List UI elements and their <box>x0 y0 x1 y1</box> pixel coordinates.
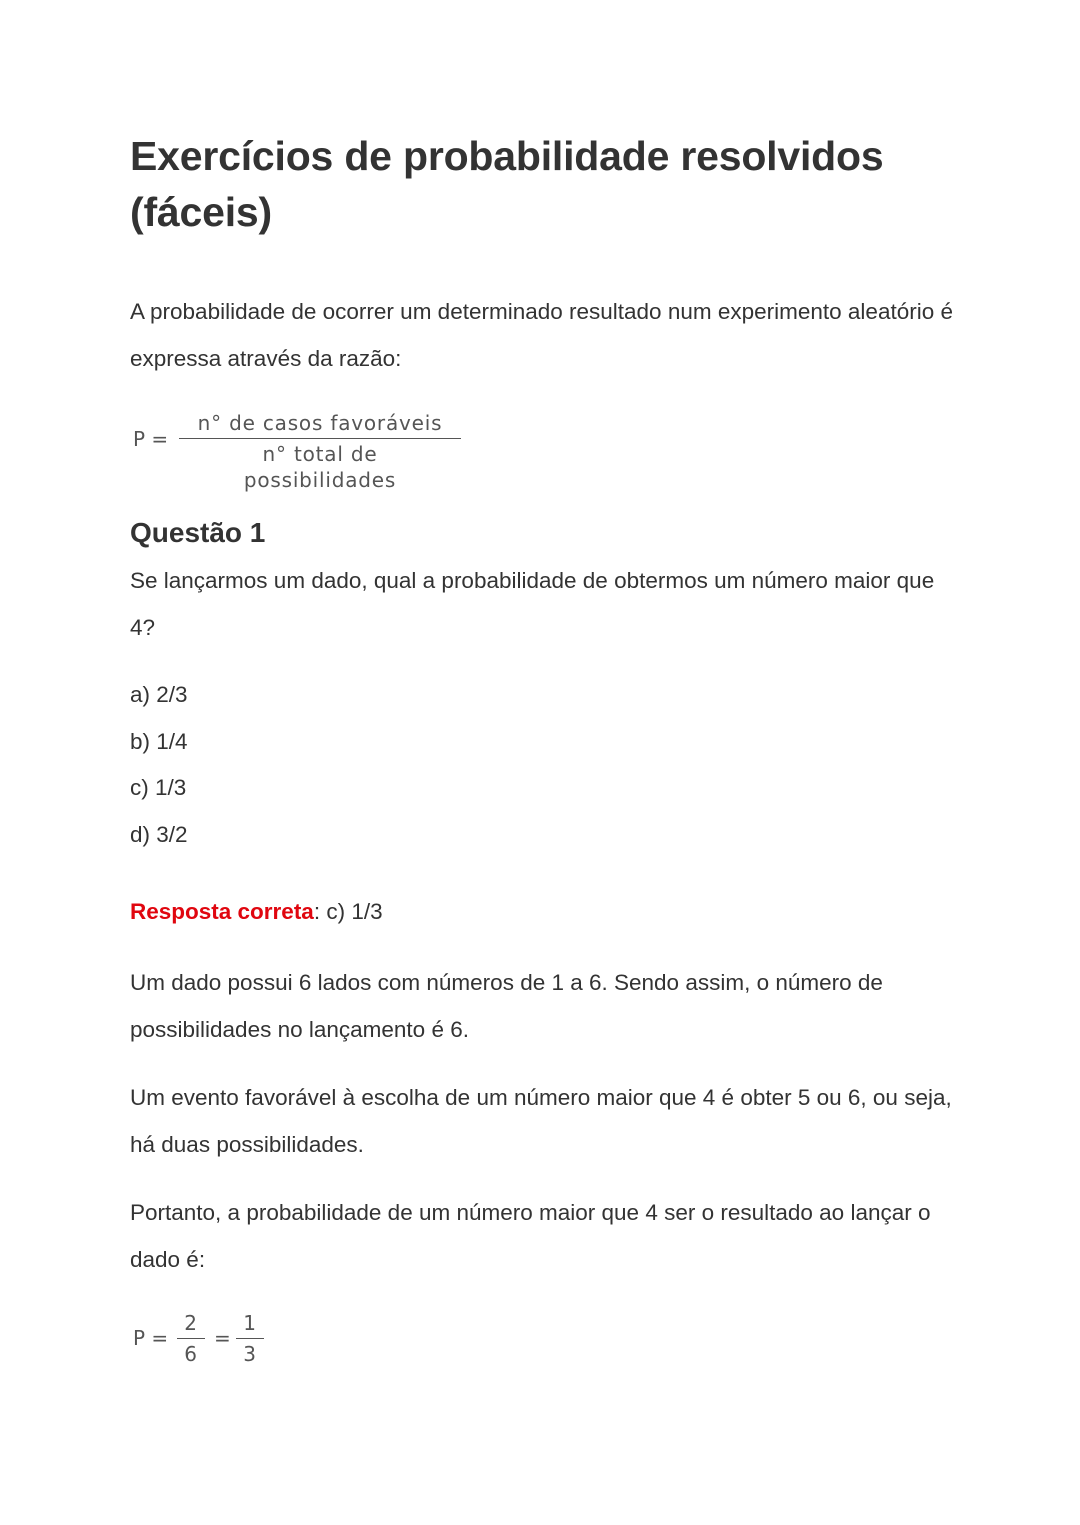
correct-answer-value: : c) 1/3 <box>313 899 383 924</box>
question-heading: Questão 1 <box>130 517 266 548</box>
result-fraction-1-numerator: 2 <box>177 1310 205 1339</box>
formula-denominator: n° total de possibilidades <box>243 442 397 492</box>
question-text: Se lançarmos um dado, qual a probabilidade de obtermos um número maior que 4? <box>130 568 935 640</box>
option-a: a) 2/3 <box>130 682 188 707</box>
formula-numerator: n° de casos favoráveis <box>179 410 461 439</box>
result-fraction-1-denominator: 6 <box>184 1342 198 1366</box>
result-fraction-2-denominator: 3 <box>243 1342 257 1366</box>
page-title: Exercícios de probabilidade resolvidos (fáceis) <box>130 133 884 235</box>
option-b: b) 1/4 <box>130 729 188 754</box>
correct-answer-label: Resposta correta <box>130 899 314 924</box>
result-equals: = <box>214 1326 231 1350</box>
explanation-paragraph-2: Um evento favorável à escolha de um número maior que 4 é obter 5 ou 6, ou seja, há duas possibilidades. <box>130 1085 952 1157</box>
explanation-paragraph-3: Portanto, a probabilidade de um número maior que 4 ser o resultado ao lançar o dado é: <box>130 1200 931 1272</box>
explanation-paragraph-1: Um dado possui 6 lados com números de 1 a 6. Sendo assim, o número de possibilidades no lançamento é 6. <box>130 970 883 1042</box>
result-fraction-2 <box>236 1310 264 1367</box>
result-fraction-1 <box>177 1310 205 1367</box>
correct-answer <box>130 897 383 927</box>
intro-paragraph: A probabilidade de ocorrer um determinado resultado num experimento aleatório é expressa através da razão: <box>130 299 953 371</box>
result-lhs: P = <box>133 1326 169 1350</box>
formula-lhs: P = <box>133 427 169 451</box>
formula-fraction <box>179 410 461 493</box>
option-c: c) 1/3 <box>130 775 187 800</box>
result-fraction-2-numerator: 1 <box>236 1310 264 1339</box>
result-formula <box>130 1310 290 1374</box>
probability-formula <box>130 410 470 492</box>
option-d: d) 3/2 <box>130 822 188 847</box>
